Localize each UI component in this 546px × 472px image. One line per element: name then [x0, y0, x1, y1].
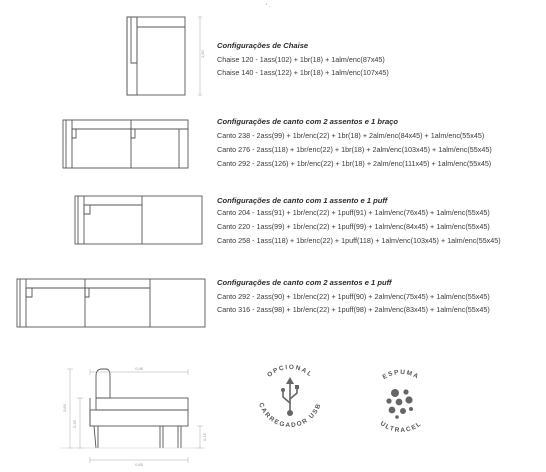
usb-badge [250, 357, 330, 437]
canto-1a1p-title: Configurações de canto com 1 assento e 1 puff [217, 196, 388, 205]
foam-badge-bottom-text: ULTRACEL [378, 420, 424, 435]
canto-1a1p-line-1: Canto 204 - 1ass(91) + 1br/enc(22) + 1puff(91) + 1alm/enc(76x45) + 1alm/enc(55x45) [217, 208, 490, 217]
canto-2a1b-title: Configurações de canto com 2 assentos e 1 braço [217, 117, 399, 126]
top-mark: ' · [266, 4, 271, 10]
side-dim-left-inner: 0,45 [72, 420, 77, 428]
svg-text:OPCIONAL [266, 364, 314, 379]
canto-2a1b-line-1: Canto 238 - 2ass(99) + 1br/enc(22) + 1br(18) + 2alm/enc(84x45) + 1alm/enc(55x45) [217, 131, 485, 140]
canto-1a1p-line-2: Canto 220 - 1ass(99) + 1br/enc(22) + 1puff(99) + 1alm/enc(84x45) + 1alm/enc(55x45) [217, 222, 490, 231]
canto-2a1p-line-1: Canto 292 - 2ass(90) + 1br/enc(22) + 1puff(90) + 2alm/enc(75x45) + 1alm/enc(55x45) [217, 292, 490, 301]
canto-2a1b-line-2: Canto 276 - 2ass(118) + 1br/enc(22) + 1br(18) + 2alm/enc(103x45) + 1alm/enc(55x45) [217, 145, 492, 154]
chaise-line-2: Chaise 140 - 1ass(122) + 1br(18) + 1alm/enc(107x45) [217, 68, 389, 77]
side-dim-top: 0,98 [135, 366, 143, 371]
canto-2a1p-line-2: Canto 316 - 2ass(98) + 1br/enc(22) + 1puff(98) + 2alm/enc(83x45) + 1alm/enc(55x45) [217, 305, 490, 314]
side-dim-left-outer: 0,80 [62, 404, 67, 412]
foam-badge-top-text: ESPUMA [381, 368, 421, 381]
usb-badge-top-text: OPCIONAL [266, 363, 314, 379]
side-dim-right: 0,15 [202, 433, 207, 441]
foam-badge [361, 362, 441, 442]
chaise-line-1: Chaise 120 - 1ass(102) + 1br(18) + 1alm/enc(87x45) [217, 55, 385, 64]
chaise-title: Configurações de Chaise [217, 41, 309, 50]
svg-text:ULTRACEL [379, 420, 424, 434]
foam-bubbles-icon [386, 389, 413, 419]
canto-2a1p-title: Configurações de canto com 2 assentos e 1 puff [217, 278, 392, 287]
side-dim-bottom: 0,85 [135, 462, 143, 467]
svg-text:ESPUMA [381, 369, 420, 381]
usb-badge-bottom-text: CARREGADOR USB [257, 401, 323, 430]
canto-1a1p-line-3: Canto 258 - 1ass(118) + 1br/enc(22) + 1puff(118) + 1alm/enc(103x45) + 1alm/enc(55x45) [217, 236, 501, 245]
usb-icon [281, 377, 299, 416]
canto-2a1b-line-3: Canto 292 - 2ass(126) + 1br/enc(22) + 1br(18) + 2alm/enc(111x45) + 1alm/enc(55x45) [217, 159, 492, 168]
chaise-dim-label: 1,60 [200, 50, 205, 58]
